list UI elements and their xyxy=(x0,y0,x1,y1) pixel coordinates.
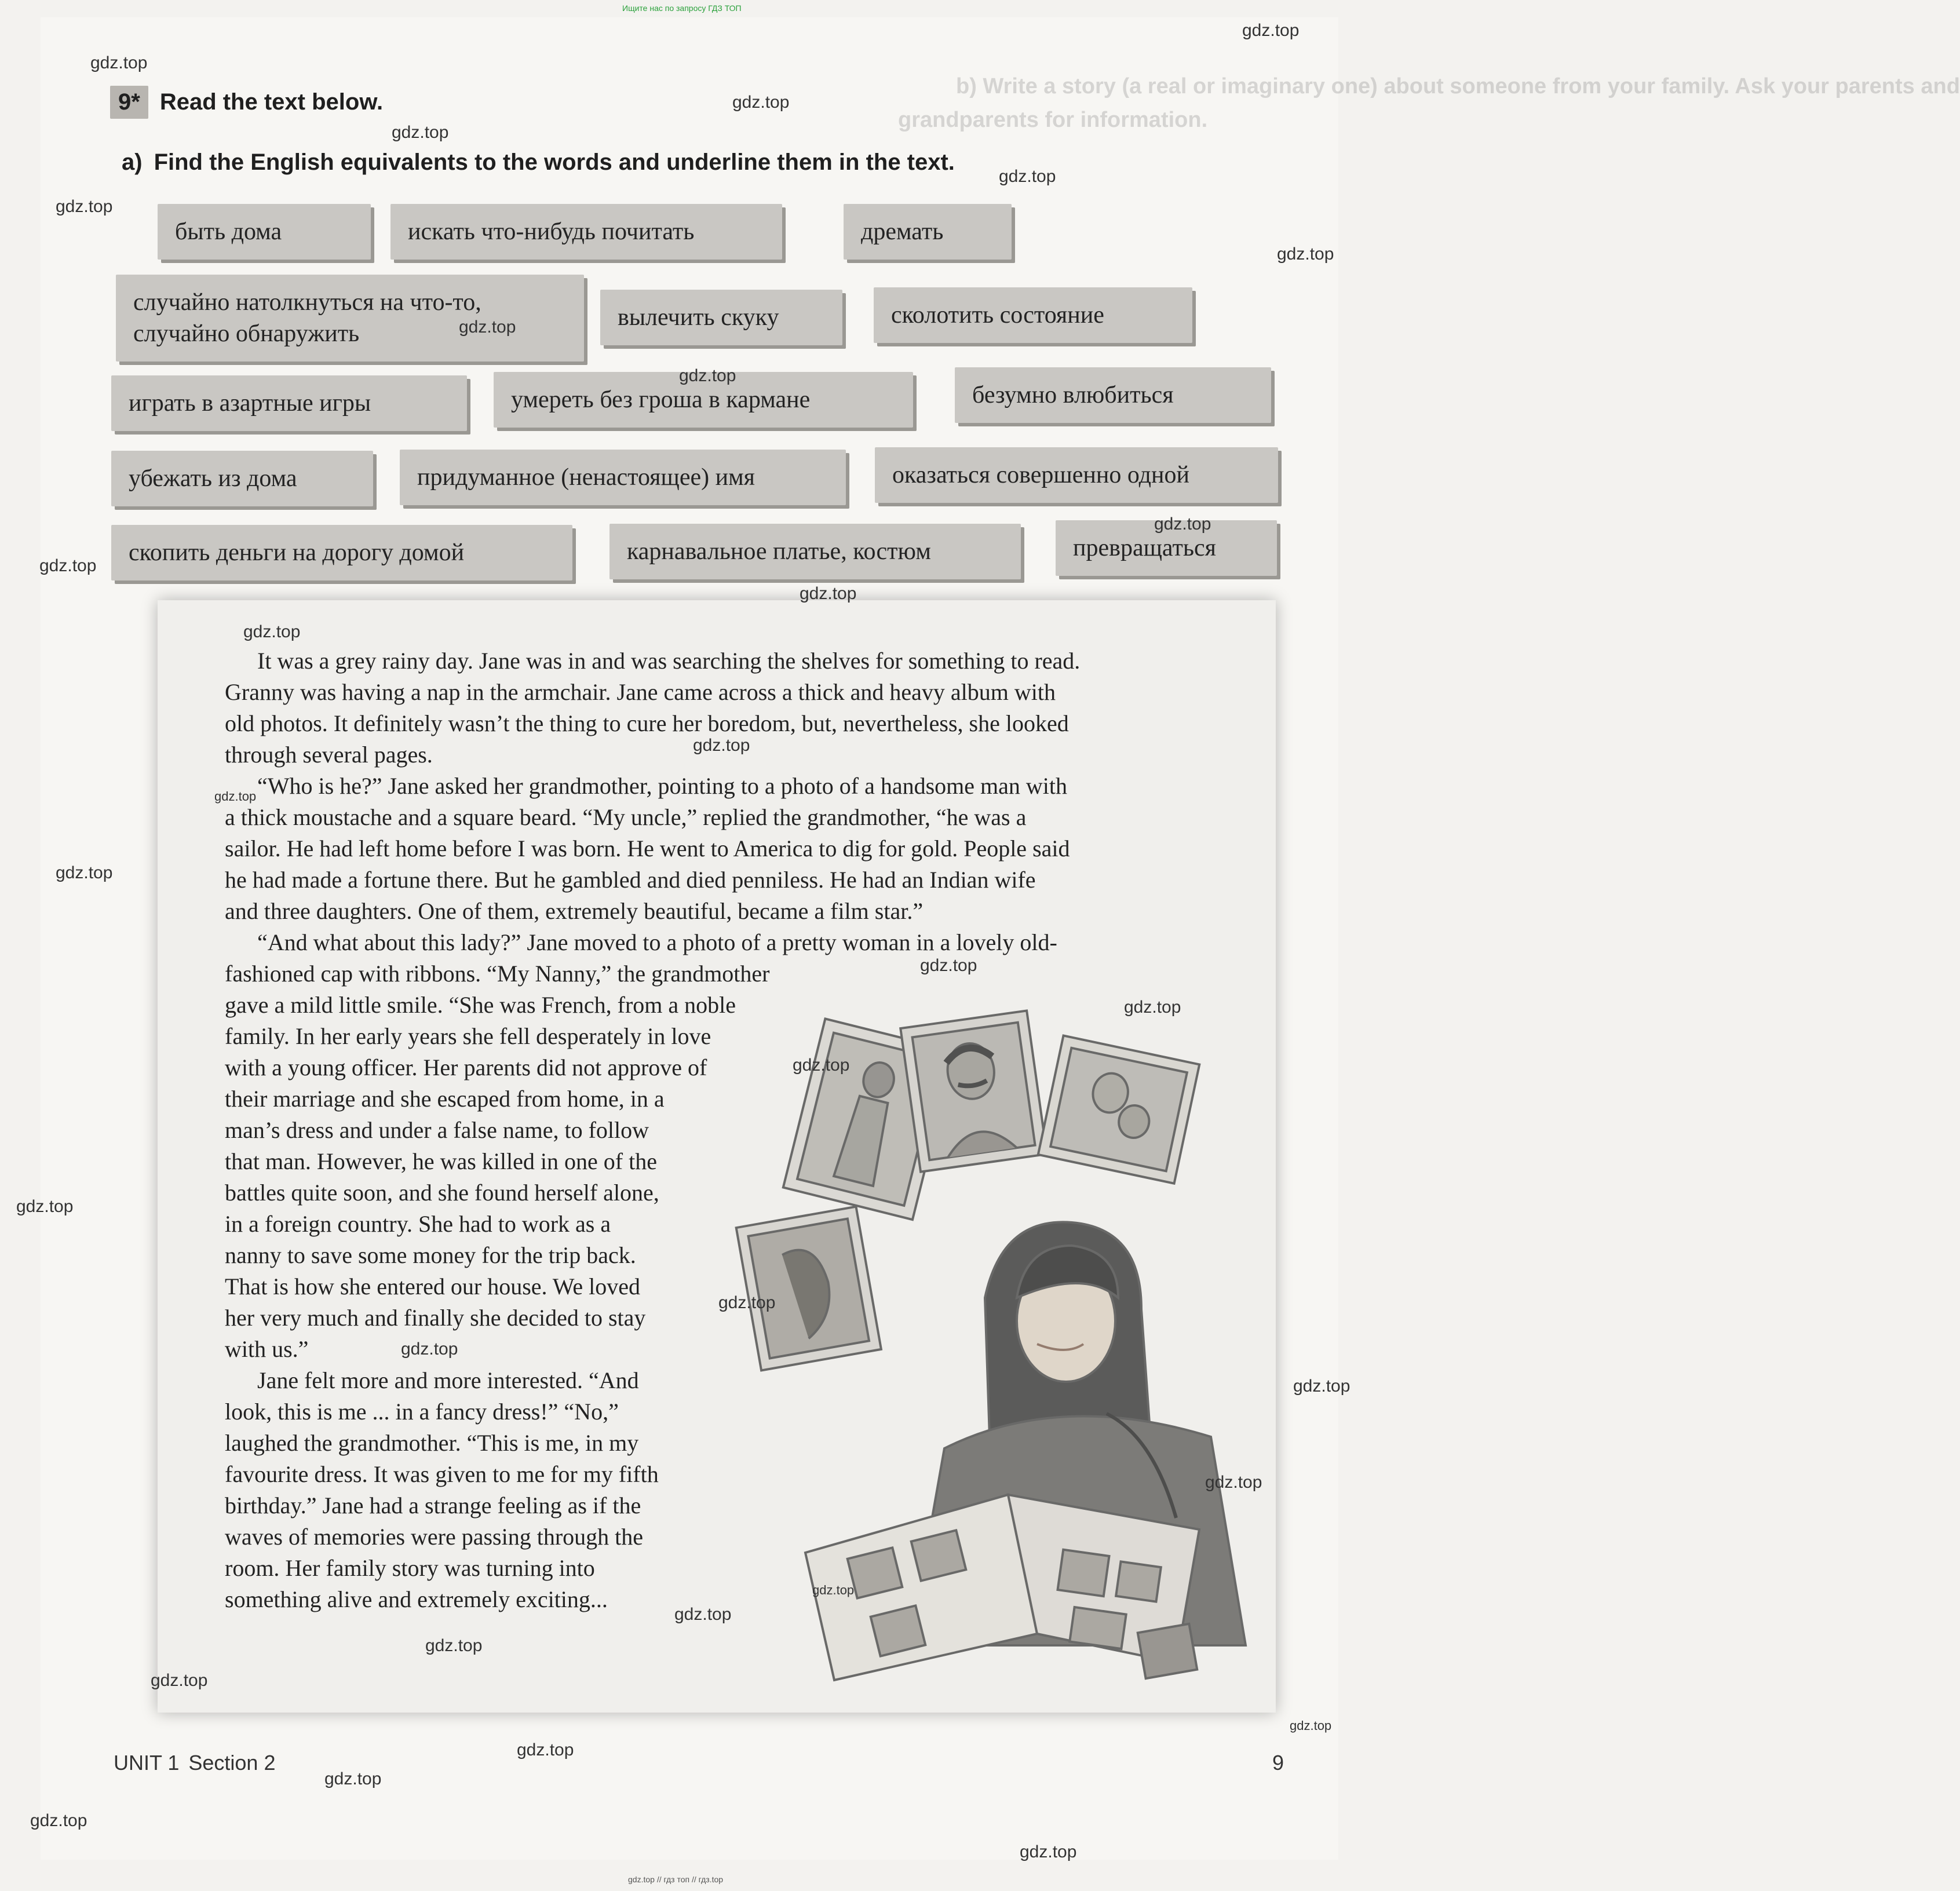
watermark: gdz.top xyxy=(1293,1377,1351,1396)
chip-label: случайно обнаружить xyxy=(133,320,360,347)
story-line: Jane felt more and more interested. “And xyxy=(257,1367,639,1393)
story-line: man’s dress and under a false name, to follow xyxy=(225,1117,649,1143)
vocab-chip xyxy=(875,447,1278,503)
watermark: gdz.top xyxy=(1154,514,1211,534)
watermark: gdz.top xyxy=(243,622,301,641)
watermark: gdz.top xyxy=(30,1811,87,1830)
vocab-chip xyxy=(874,287,1192,343)
watermark: gdz.top xyxy=(1205,1473,1262,1492)
chip-label: играть в азартные игры xyxy=(129,390,371,417)
chip-label: безумно влюбиться xyxy=(972,382,1174,408)
bleed-through-line-2: grandparents for information. xyxy=(898,108,1208,132)
vocab-chip xyxy=(111,525,572,581)
story-line: that man. However, he was killed in one of the xyxy=(225,1148,657,1174)
watermark: gdz.top xyxy=(425,1636,483,1655)
story-line: That is how she entered our house. We loved xyxy=(225,1273,640,1299)
vocab-chip xyxy=(955,367,1271,423)
story-line: It was a grey rainy day. Jane was in and was searching the shelves for something to read. xyxy=(257,648,1081,674)
photo-sailor-icon xyxy=(900,1010,1047,1171)
story-line: he had made a fortune there. But he gambled and died penniless. He had an Indian wife xyxy=(225,867,1036,893)
watermark: gdz.top xyxy=(718,1293,776,1312)
watermark: gdz.top xyxy=(392,123,449,142)
page-number: 9 xyxy=(1272,1751,1284,1775)
story-line: “Who is he?” Jane asked her grandmother, pointing to a photo of a handsome man with xyxy=(257,773,1068,799)
bottom-notice[interactable]: gdz.top // гдз топ // гдз.top xyxy=(628,1875,724,1884)
photo-profile-icon xyxy=(736,1207,881,1371)
story-line: family. In her early years she fell desperately in love xyxy=(225,1023,711,1049)
chip-label: оказаться совершенно одной xyxy=(892,462,1189,488)
watermark: gdz.top xyxy=(151,1671,208,1690)
watermark: gdz.top xyxy=(1242,21,1300,40)
watermark: gdz.top xyxy=(1020,1842,1077,1861)
watermark: gdz.top xyxy=(674,1605,732,1624)
chip-label: дремать xyxy=(861,218,944,245)
story-line: waves of memories were passing through the xyxy=(225,1524,644,1550)
vocab-chip xyxy=(844,204,1012,260)
story-line: battles quite soon, and she found herself alone, xyxy=(225,1180,659,1206)
photo-mother-child-icon xyxy=(1038,1035,1199,1183)
story-line: their marriage and she escaped from home, in a xyxy=(225,1086,665,1112)
chip-label: скопить деньги на дорогу домой xyxy=(129,539,465,566)
story-line: favourite dress. It was given to me for my fifth xyxy=(225,1461,659,1487)
chip-label: сколотить состояние xyxy=(891,302,1104,328)
chip-label: умереть без гроша в кармане xyxy=(511,386,811,413)
watermark: gdz.top xyxy=(56,863,113,882)
section-label: Section 2 xyxy=(188,1751,276,1775)
chip-label: быть дома xyxy=(175,218,282,245)
story-line: something alive and extremely exciting... xyxy=(225,1586,608,1612)
vocab-chip xyxy=(400,450,846,505)
exercise-title: Read the text below. xyxy=(159,89,384,115)
watermark: gdz.top xyxy=(693,736,750,755)
story-line: room. Her family story was turning into xyxy=(225,1555,595,1581)
task-text: Find the English equivalents to the words and underline them in the text. xyxy=(154,149,955,175)
story-line: through several pages. xyxy=(225,742,433,768)
watermark: gdz.top xyxy=(920,956,977,975)
chip-label: придуманное (ненастоящее) имя xyxy=(417,464,755,491)
story-line: a thick moustache and a square beard. “My uncle,” replied the grandmother, “he was a xyxy=(225,804,1027,830)
vocab-chip xyxy=(600,290,842,345)
story-line: sailor. He had left home before I was born. He went to America to dig for gold. People said xyxy=(225,835,1070,861)
story-line: and three daughters. One of them, extremely beautiful, became a film star.” xyxy=(225,898,924,924)
story-line: her very much and finally she decided to stay xyxy=(225,1305,646,1331)
story-line: “And what about this lady?” Jane moved to a photo of a pretty woman in a lovely old- xyxy=(257,929,1057,955)
watermark: gdz.top xyxy=(800,584,857,603)
chip-label: карнавальное платье, костюм xyxy=(627,538,931,565)
watermark: gdz.top xyxy=(56,197,113,216)
top-notice[interactable]: Ищите нас по запросу ГДЗ ТОП xyxy=(622,3,742,13)
watermark: gdz.top xyxy=(39,556,97,575)
watermark: gdz.top xyxy=(459,317,516,337)
exercise-number: 9* xyxy=(110,86,148,119)
story-line: fashioned cap with ribbons. “My Nanny,” the grandmother xyxy=(225,961,770,987)
watermark: gdz.top xyxy=(999,167,1056,186)
story-line: Granny was having a nap in the armchair. Jane came across a thick and heavy album with xyxy=(225,679,1056,705)
page-footer-unit xyxy=(114,1751,275,1775)
chip-label: случайно натолкнуться на что-то, xyxy=(133,289,481,316)
watermark: gdz.top xyxy=(732,93,790,112)
watermark: gdz.top xyxy=(90,53,148,72)
story-line: old photos. It definitely wasn’t the thing to cure her boredom, but, nevertheless, she looked xyxy=(225,710,1069,736)
chip-label: искать что-нибудь почитать xyxy=(408,218,695,245)
vocab-chip xyxy=(111,375,467,431)
watermark: gdz.top xyxy=(1277,244,1334,264)
story-line: nanny to save some money for the trip back. xyxy=(225,1242,636,1268)
watermark: gdz.top xyxy=(793,1056,850,1075)
watermark: gdz.top xyxy=(517,1740,574,1759)
watermark: gdz.top xyxy=(1124,998,1181,1017)
watermark: gdz.top xyxy=(324,1769,382,1788)
chip-label: убежать из дома xyxy=(129,465,297,492)
chip-label: превращаться xyxy=(1073,535,1216,561)
bleed-through-line-1: b) Write a story (a real or imaginary one) about someone from your family. Ask your parents and xyxy=(956,74,1960,98)
watermark: gdz.top xyxy=(812,1583,855,1597)
vocab-chip xyxy=(111,451,373,506)
exercise-header xyxy=(110,86,383,119)
watermark: gdz.top xyxy=(1290,1718,1332,1733)
watermark: gdz.top xyxy=(679,366,736,385)
story-line: in a foreign country. She had to work as a xyxy=(225,1211,611,1237)
story-line: with us.” xyxy=(225,1336,309,1362)
story-line: birthday.” Jane had a strange feeling as if the xyxy=(225,1492,641,1518)
watermark: gdz.top xyxy=(16,1197,74,1216)
story-line: gave a mild little smile. “She was French, from a noble xyxy=(225,992,736,1018)
unit-label: UNIT 1 xyxy=(114,1751,180,1775)
task-instruction xyxy=(122,149,955,176)
chip-label: вылечить скуку xyxy=(618,304,779,331)
story-line: with a young officer. Her parents did not approve of xyxy=(225,1054,707,1080)
watermark: gdz.top xyxy=(401,1339,458,1359)
task-label: a) xyxy=(122,149,143,175)
vocab-chip xyxy=(609,524,1021,579)
vocab-chip xyxy=(158,204,371,260)
vocab-chip xyxy=(390,204,782,260)
photo-album-icon xyxy=(805,1495,1199,1680)
story-line: laughed the grandmother. “This is me, in my xyxy=(225,1430,639,1456)
story-line: look, this is me ... in a fancy dress!” “No,” xyxy=(225,1399,619,1425)
watermark: gdz.top xyxy=(214,789,257,804)
